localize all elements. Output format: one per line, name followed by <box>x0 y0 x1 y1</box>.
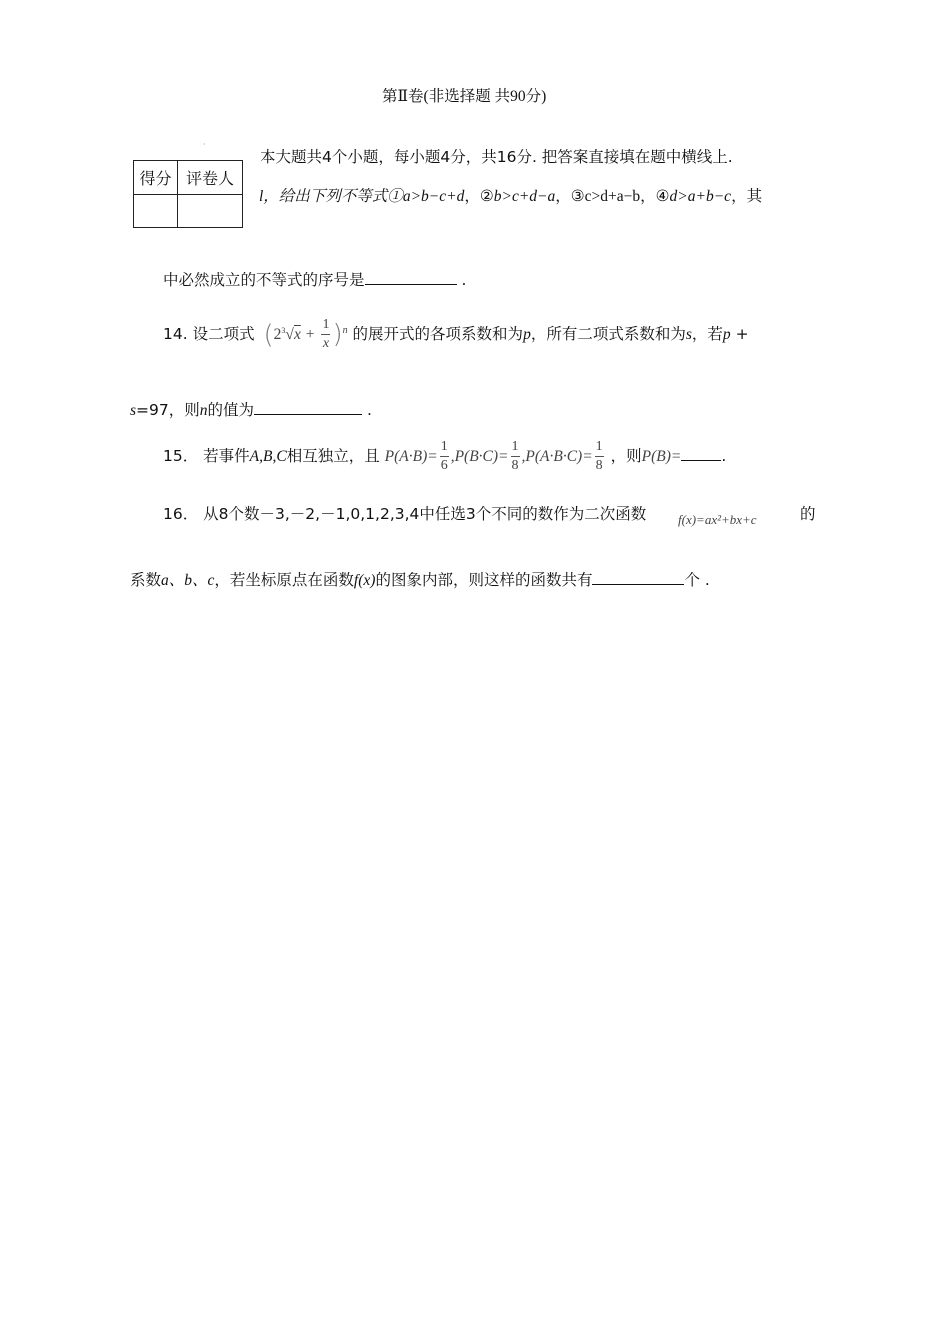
q13-answer-blank[interactable] <box>365 270 457 285</box>
q15-prefix: 15． 若事件 <box>163 447 250 465</box>
q15-text-1: 相互独立，且 <box>286 447 380 465</box>
section-instruction: 本大题共4个小题，每小题4分，共16分. 把答案直接填在题中横线上. <box>260 148 733 166</box>
q14-frac-num: 1 <box>321 318 330 335</box>
q13-sep-2: ，② <box>464 187 494 205</box>
q14-line2-eq: =97，则 <box>136 401 200 419</box>
q14-var-n: n <box>199 402 208 419</box>
q13-inequality-3: c>d+a−b <box>584 188 641 205</box>
q13-sep-3: ，③ <box>555 187 585 205</box>
q16-line1-end: 的 <box>800 505 816 523</box>
q14-plus: + <box>305 326 315 343</box>
q14-text-1: 的展开式的各项系数和为 <box>352 325 524 343</box>
table-mark: · <box>203 140 206 149</box>
q16-line2-b: ，若坐标原点在函数 <box>214 571 354 589</box>
q15-p3-den: 8 <box>595 458 603 473</box>
q13-inequality-1: a>b−c+d <box>402 188 465 205</box>
question-14-line2 <box>130 398 372 420</box>
q15-end: . <box>721 447 727 465</box>
q14-text-3: ，若 <box>691 325 723 343</box>
q14-line2-s: s <box>130 402 137 419</box>
q16-vars: a、b、c <box>161 572 215 589</box>
q14-exponent: n <box>342 324 348 336</box>
q14-radicand: x <box>293 326 301 343</box>
q13-inequality-2: b>c+d−a <box>493 188 556 205</box>
grader-cell[interactable] <box>178 195 243 228</box>
q13-sep-4: ，④ <box>640 187 670 205</box>
q14-coef: 2 <box>273 326 282 343</box>
score-cell[interactable] <box>134 195 178 228</box>
q15-p2-expr: ,P(B·C)= <box>450 448 509 465</box>
score-table <box>133 160 243 228</box>
q14-line2-text: 的值为 <box>207 401 255 419</box>
q15-p3-num: 1 <box>595 440 604 457</box>
q15-pb-expr: P(B)= <box>641 448 682 465</box>
question-13-line2 <box>163 268 466 290</box>
q14-var-p: p <box>523 326 531 343</box>
q15-p1-den: 6 <box>440 458 448 473</box>
q13-line1-end: ，其 <box>731 187 763 205</box>
q16-function: f(x)=ax²+bx+c <box>678 512 757 527</box>
q14-text-2: ，所有二项式系数和为 <box>530 325 686 343</box>
q14-root-index: 3 <box>281 325 286 335</box>
q16-end: 个 . <box>684 571 710 589</box>
q15-p1-num: 1 <box>440 440 449 457</box>
question-14-line1: 14. 设二项式 ($2^3√x$ + $\frac{1}{x}$ )$^n$ 的展开式的各项系数和为p，所有二项式系数和为s，若p + <box>163 317 749 351</box>
q16-fx: f(x) <box>353 572 376 589</box>
question-16-line2 <box>130 568 710 590</box>
q14-plus-sign: + <box>735 325 749 343</box>
q15-p2-num: 1 <box>511 440 520 457</box>
q16-answer-blank[interactable] <box>592 570 684 585</box>
q15-p1-expr: P(A·B)= <box>384 448 438 465</box>
q15-answer-blank[interactable] <box>681 446 721 461</box>
q14-var-p2: p <box>722 326 731 343</box>
q15-p3-expr: ,P(A·B·C)= <box>521 448 593 465</box>
q16-prefix: 16． 从8个数－3,－2,－1,0,1,2,3,4中任选3个不同的数作为二次函数 <box>163 505 647 523</box>
q15-text-2: ，则 <box>610 447 642 465</box>
q14-frac-den: x <box>322 336 330 351</box>
question-13-line1 <box>259 184 762 206</box>
score-header: 得分 <box>134 161 178 195</box>
q13-lead-text: l，给出下列不等式① <box>259 188 403 205</box>
q13-inequality-4: d>a+b−c <box>669 188 732 205</box>
q14-prefix: 14. 设二项式 <box>163 325 255 343</box>
q14-answer-blank[interactable] <box>254 400 362 415</box>
section-title: 第Ⅱ卷(非选择题 共90分) <box>382 88 547 105</box>
question-16-line1 <box>163 502 646 524</box>
q13-end: . <box>461 271 467 289</box>
q16-line2-c: 的图象内部，则这样的函数共有 <box>375 571 593 589</box>
q13-prompt: 中必然成立的不等式的序号是 <box>163 271 365 289</box>
grader-header: 评卷人 <box>178 161 243 195</box>
q15-p2-den: 8 <box>511 458 519 473</box>
q16-line2-a: 系数 <box>130 571 162 589</box>
q15-events: A,B,C <box>249 448 287 465</box>
question-15 <box>163 440 726 473</box>
q14-end: . <box>366 401 372 419</box>
q14-var-s: s <box>685 326 692 343</box>
